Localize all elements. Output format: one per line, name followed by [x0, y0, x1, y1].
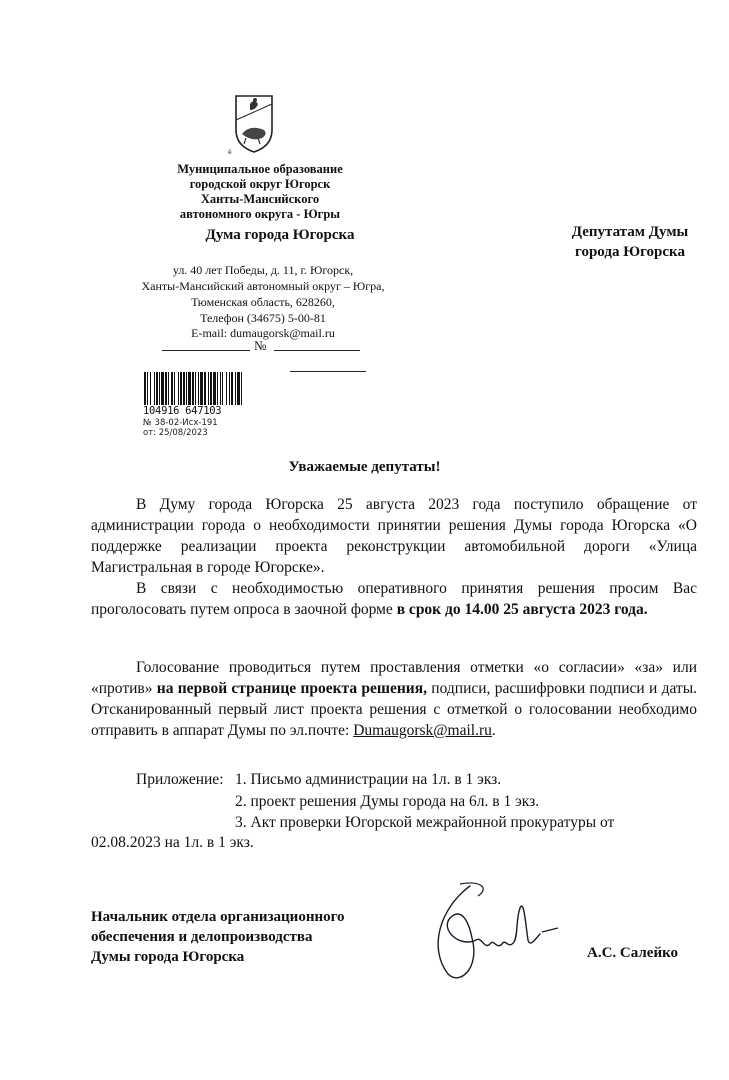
attachments-label: Приложение:: [136, 771, 224, 788]
barcode-reg-date: от: 25/08/2023: [143, 428, 208, 438]
barcode-number: 104916 647103: [143, 405, 222, 417]
email-link[interactable]: Dumaugorsk@mail.ru: [353, 722, 492, 739]
org-line-4: автономного округа - Югры: [179, 207, 341, 221]
attachment-item-2: 2. проект решения Думы города на 6л. в 1 экз.: [235, 793, 540, 810]
paragraph-1-text: В Думу города Югорска 25 августа 2023 года поступило обращение от администрации города о необходимости принятии решения Думы города Югорска «О поддержке реализации проекта реконструкции автомобильной дороги «Улица Магистральная в городе Югорске».: [91, 496, 697, 576]
barcode-image: [143, 372, 243, 408]
address-line-2: Ханты-Мансийский автономный округ – Югра,: [141, 279, 385, 293]
signer-title-line-3: Думы города Югорска: [91, 949, 245, 965]
address-line-4: Телефон (34675) 5-00-81: [200, 311, 326, 325]
attachment-item-3: 3. Акт проверки Югорской межрайонной прокуратуры от: [235, 814, 615, 831]
number-sign: №: [254, 338, 267, 353]
registration-date-line: [290, 371, 366, 372]
duma-name: Дума города Югорска: [205, 227, 355, 243]
svg-text:ё: ё: [228, 149, 232, 156]
signer-name: А.С. Салейко: [587, 945, 679, 961]
body-paragraph-2: [91, 578, 697, 620]
address-line-1: ул. 40 лет Победы, д. 11, г. Югорск,: [172, 263, 354, 277]
address-line-5: E-mail: dumaugorsk@mail.ru: [191, 326, 335, 340]
barcode-reg-number: № 38-02-Исх-191: [143, 418, 218, 428]
paragraph-3-text-a: Голосование проводиться путем проставления отметки «о согласии» «за» или «против»: [91, 659, 697, 697]
paragraph-3-end: .: [491, 722, 496, 739]
paragraph-3-text-b: подписи, расшифровки подписи и даты. Отсканированный первый лист проекта решения с отметкой о голосовании необходимо отправить в аппарат Думы по эл.почте:: [91, 680, 697, 739]
signer-title-line-1: Начальник отдела организационного: [91, 909, 345, 925]
attachment-item-3-continued: 02.08.2023 на 1л. в 1 экз.: [91, 834, 254, 851]
registration-number-line: [162, 338, 362, 356]
org-line-1: Муниципальное образование: [177, 162, 343, 176]
paragraph-2-deadline: в срок до 14.00 25 августа 2023 года.: [396, 601, 648, 618]
paragraph-3-bold: на первой странице проекта решения,: [156, 680, 427, 697]
attachment-item-1: 1. Письмо администрации на 1л. в 1 экз.: [235, 771, 502, 788]
paragraph-2-text: В связи с необходимостью оперативного принятия решения просим Вас проголосовать путем опроса в заочной форме: [91, 580, 697, 618]
coat-of-arms-emblem: [228, 90, 280, 156]
org-line-2: городской округ Югорск: [189, 177, 331, 191]
addressee: [560, 222, 700, 262]
address-line-3: Тюменская область, 628260,: [191, 295, 335, 309]
addressee-line-1: Депутатам Думы: [571, 224, 689, 240]
body-paragraph-1: [91, 494, 697, 578]
addressee-line-2: города Югорска: [575, 244, 685, 260]
org-line-3: Ханты-Мансийского: [200, 192, 320, 206]
body-paragraph-3: [91, 657, 697, 741]
handwritten-signature: [420, 878, 560, 988]
salutation: Уважаемые депутаты!: [288, 459, 441, 475]
signer-title-line-2: обеспечения и делопроизводства: [91, 929, 313, 945]
